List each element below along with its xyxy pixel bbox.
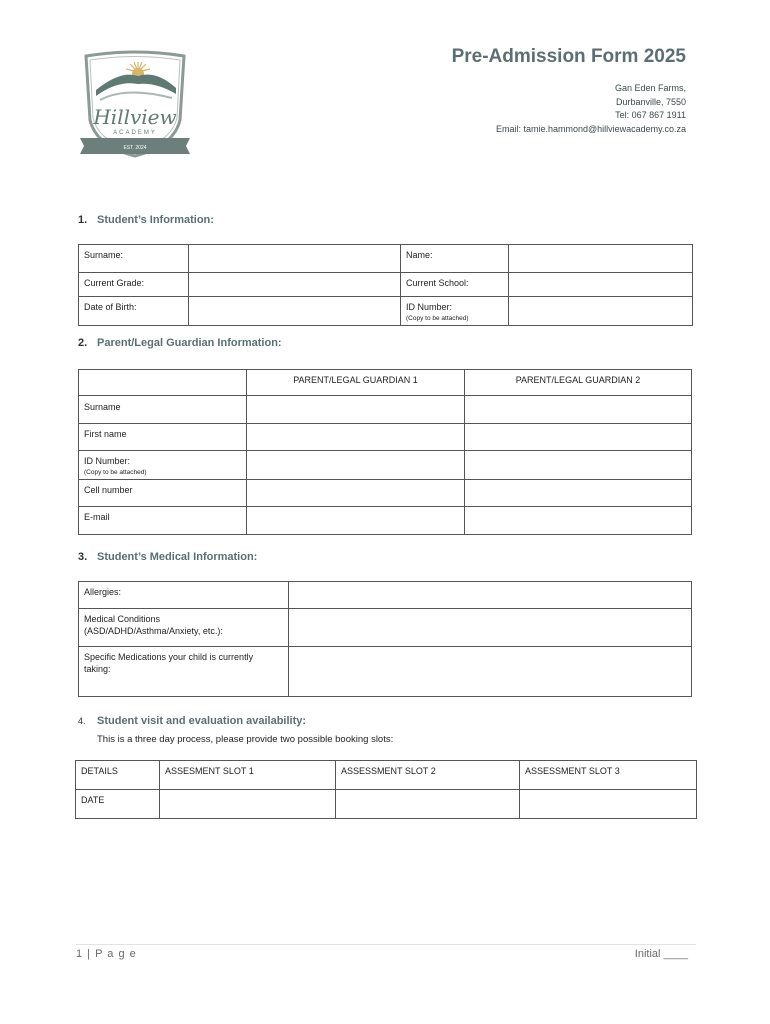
email-address: Email: tamie.hammond@hillviewacademy.co.za [495,124,686,134]
initial-field[interactable]: Initial ____ [634,948,688,960]
details-header: DETAILS [76,761,160,790]
guardian-2-first-name-field[interactable] [465,424,692,451]
svg-text:ACADEMY: ACADEMY [113,130,157,136]
section-1-heading [78,214,214,226]
cell-number-label: Cell number [79,480,247,507]
form-title: Pre-Admission Form 2025 [451,46,686,67]
medications-line-1: Specific Medications your child is currently [84,652,254,662]
slot-1-date-field[interactable] [160,790,336,819]
page-number: 1 | P a g e [76,948,137,960]
medications-field[interactable] [289,647,692,697]
surname-field[interactable] [189,245,401,273]
slot-2-header: ASSESSMENT SLOT 2 [336,761,520,790]
section-number: 3. [78,551,88,563]
medical-conditions-field[interactable] [289,609,692,647]
medications-line-2: taking: [84,663,111,674]
id-number-label [401,297,509,326]
student-info-table [78,244,693,326]
svg-text:Hillview: Hillview [93,105,177,129]
academy-logo [76,50,194,162]
guardian-1-surname-field[interactable] [247,396,465,424]
conditions-line-2: (ASD/ADHD/Asthma/Anxiety, etc.): [84,625,223,636]
surname-label: Surname [79,396,247,424]
id-number-label [79,451,247,480]
footer-divider [76,944,696,945]
guardian-2-header: PARENT/LEGAL GUARDIAN 2 [465,370,692,396]
surname-label: Surname: [79,245,189,273]
telephone: Tel: 067 867 1911 [615,110,686,120]
address-line-2: Durbanville, 7550 [615,97,686,107]
section-title: Parent/Legal Guardian Information: [97,337,282,349]
medical-conditions-label [79,609,289,647]
allergies-field[interactable] [289,582,692,609]
conditions-line-1: Medical Conditions [84,614,161,624]
copy-note: (Copy to be attached) [406,314,469,322]
section-title: Student’s Medical Information: [97,551,258,563]
guardian-1-cell-field[interactable] [247,480,465,507]
section-2-heading [78,337,282,349]
id-number-field[interactable] [509,297,693,326]
email-label: E-mail [79,507,247,535]
guardian-2-surname-field[interactable] [465,396,692,424]
medications-label [79,647,289,697]
svg-text:EST. 2024: EST. 2024 [123,145,147,151]
section-4-heading [78,715,306,727]
copy-note: (Copy to be attached) [84,468,147,476]
medical-info-table [78,581,692,697]
current-school-field[interactable] [509,273,693,297]
availability-instructions: This is a three day process, please provide two possible booking slots: [97,734,394,745]
id-number-text: ID Number: [406,302,453,312]
section-title: Student’s Information: [97,214,214,226]
guardian-1-header: PARENT/LEGAL GUARDIAN 1 [247,370,465,396]
guardian-1-first-name-field[interactable] [247,424,465,451]
blank-header-cell [79,370,247,396]
guardian-1-id-field[interactable] [247,451,465,480]
current-grade-label: Current Grade: [79,273,189,297]
dob-label: Date of Birth: [79,297,189,326]
guardian-2-cell-field[interactable] [465,480,692,507]
current-grade-field[interactable] [189,273,401,297]
allergies-label: Allergies: [79,582,289,609]
first-name-label: First name [79,424,247,451]
guardian-1-email-field[interactable] [247,507,465,535]
name-label: Name: [401,245,509,273]
section-number: 2. [78,337,88,349]
slot-3-date-field[interactable] [520,790,697,819]
current-school-label: Current School: [401,273,509,297]
slot-3-header: ASSESSMENT SLOT 3 [520,761,697,790]
guardian-2-id-field[interactable] [465,451,692,480]
section-3-heading [78,551,257,563]
dob-field[interactable] [189,297,401,326]
guardian-info-table [78,369,692,535]
availability-table [75,760,697,819]
section-title: Student visit and evaluation availability: [97,715,307,727]
id-number-text: ID Number: [84,456,131,466]
section-number: 1. [78,214,88,226]
slot-2-date-field[interactable] [336,790,520,819]
slot-1-header: ASSESMENT SLOT 1 [160,761,336,790]
date-label: DATE [76,790,160,819]
address-line-1: Gan Eden Farms, [614,83,686,93]
section-number: 4. [78,716,86,726]
name-field[interactable] [509,245,693,273]
guardian-2-email-field[interactable] [465,507,692,535]
